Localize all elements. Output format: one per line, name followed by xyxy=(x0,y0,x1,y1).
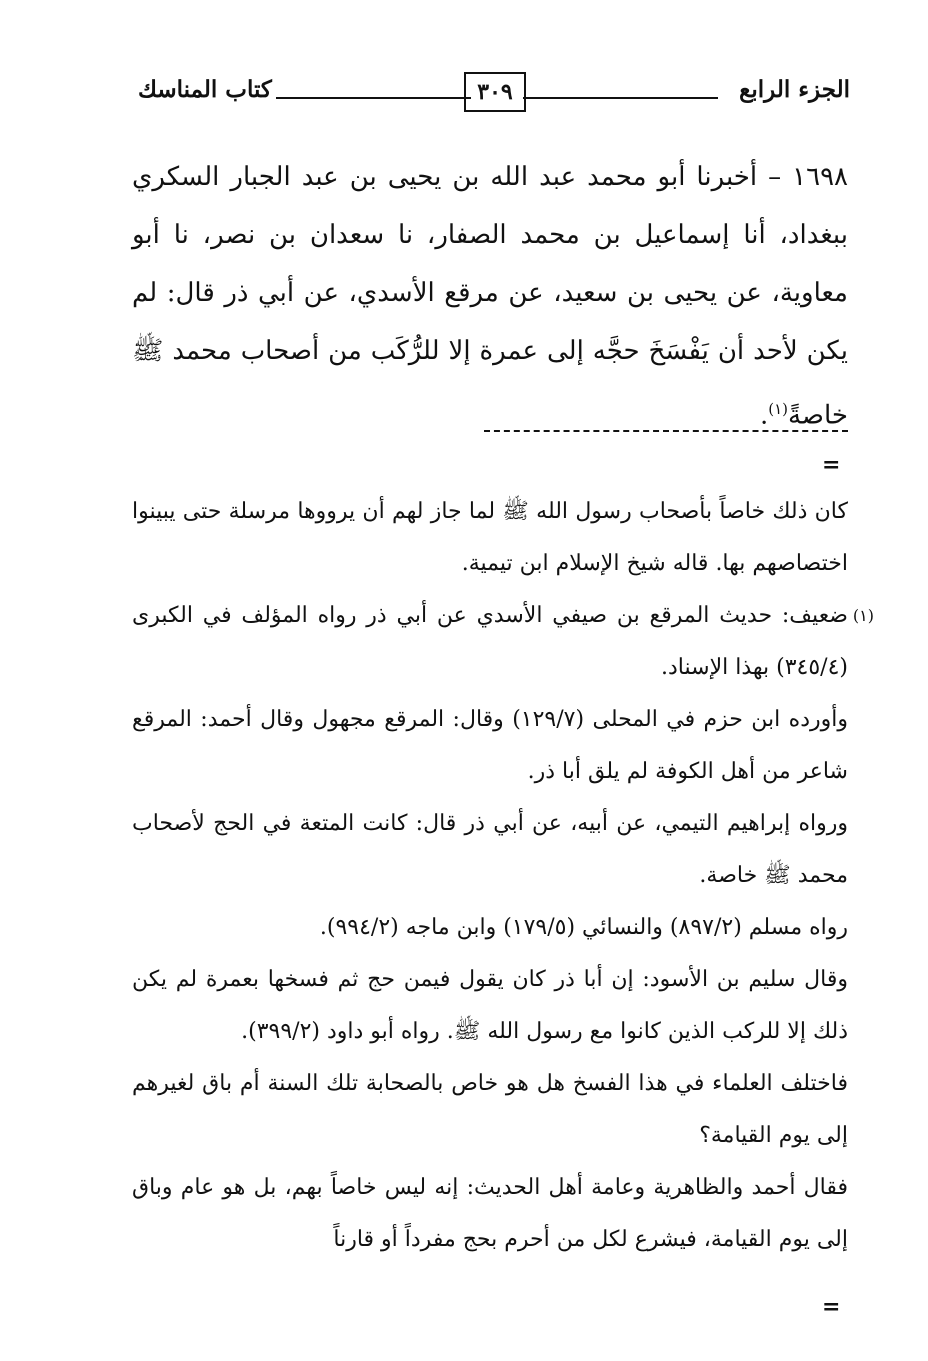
hadith-end-punct: . xyxy=(759,400,769,431)
page-header xyxy=(138,72,850,116)
header-rule-left xyxy=(276,97,471,99)
header-rule-right xyxy=(523,97,718,99)
note-paragraph: وأورده ابن حزم في المحلى (١٢٩/٧) وقال: المرقع مجهول وقال أحمد: المرقع شاعر من أهل الكوفة لم يلق أبا ذر. xyxy=(132,707,848,784)
continuation-mark-top: = xyxy=(822,452,841,478)
footnotes xyxy=(132,486,874,1266)
note-paragraph: وقال سليم بن الأسود: إن أبا ذر كان يقول فيمن حج ثم فسخها بعمرة لم يكن ذلك إلا للركب الذين كانوا مع رسول الله ﷺ. رواه أبو داود (٣٩٩/٢). xyxy=(132,967,848,1044)
hadith-paragraph xyxy=(132,148,848,445)
continuation-mark-bottom: = xyxy=(822,1294,841,1320)
footnote-1 xyxy=(132,590,874,694)
hadith-body: أخبرنا أبو محمد عبد الله بن يحيى بن عبد الجبار السكري ببغداد، أنا إسماعيل بن محمد الصفار، نا سعدان بن نصر، نا أبو معاوية، عن يحيى بن سعيد، عن مرقع الأسدي، عن أبي ذر قال: لم يكن لأحد أن يَفْسَخَ حجَّه إلى عمرة إلا للرُّكَب من أصحاب محمد ﷺ خاصةً xyxy=(132,162,848,431)
book-title: كتاب المناسك xyxy=(138,76,272,103)
note-continuation: كان ذلك خاصاً بأصحاب رسول الله ﷺ لما جاز لهم أن يرووها مرسلة حتى يبينوا اختصاصهم بها. قاله شيخ الإسلام ابن تيمية. xyxy=(132,499,848,576)
footnote-reference: (١) xyxy=(768,400,788,418)
hadith-number: ١٦٩٨ – xyxy=(768,162,849,192)
note-paragraph: رواه مسلم (٨٩٧/٢) والنسائي (١٧٩/٥) وابن ماجه (٩٩٤/٢). xyxy=(319,915,848,940)
volume-title: الجزء الرابع xyxy=(739,76,850,103)
footnote-1-text: ضعيف: حديث المرقع بن صيفي الأسدي عن أبي ذر رواه المؤلف في الكبرى (٣٤٥/٤) بهذا الإسناد. xyxy=(132,603,848,680)
note-paragraph: فقال أحمد والظاهرية وعامة أهل الحديث: إنه ليس خاصاً بهم، بل هو عام وباق إلى يوم القيامة، فيشرع لكل من أحرم بحج مفرداً أو قارناً xyxy=(132,1175,848,1252)
note-paragraph: فاختلف العلماء في هذا الفسخ هل هو خاص بالصحابة تلك السنة أم باق لغيرهم إلى يوم القيامة؟ xyxy=(132,1071,848,1148)
main-text xyxy=(132,148,848,445)
footnote-separator xyxy=(484,430,848,432)
note-paragraph: ورواه إبراهيم التيمي، عن أبيه، عن أبي ذر قال: كانت المتعة في الحج لأصحاب محمد ﷺ خاصة. xyxy=(132,811,848,888)
page-number: ٣٠٩ xyxy=(464,72,526,112)
footnote-label: (١) xyxy=(852,606,874,625)
